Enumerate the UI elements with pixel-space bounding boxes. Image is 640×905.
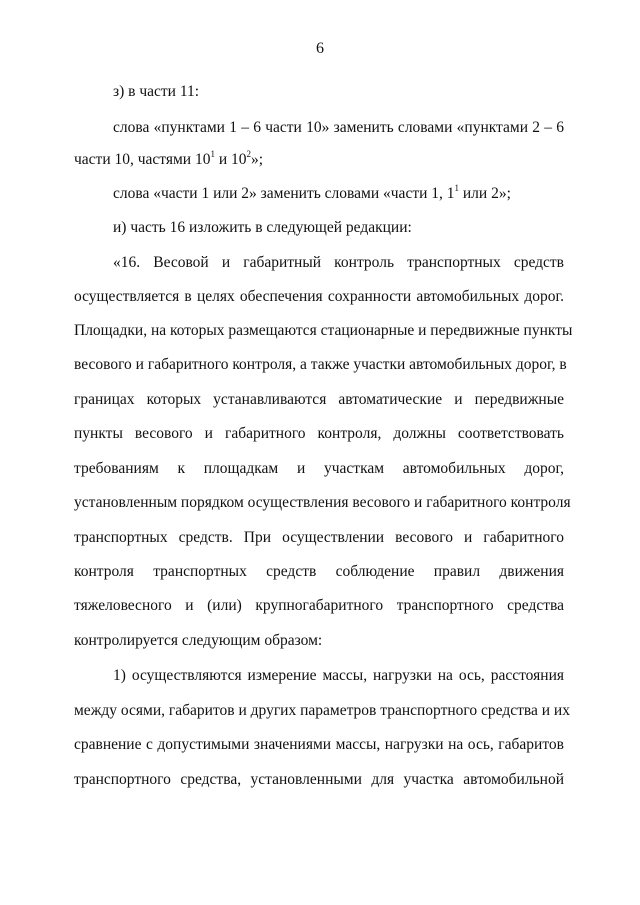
superscript: 1: [210, 149, 215, 159]
text-line: установленным порядком осуществления весового и габаритного контроля: [74, 494, 571, 511]
text-line: [74, 150, 564, 170]
superscript: 2: [246, 149, 252, 159]
text-line: Площадки, на которых размещаются стационарные и передвижные пункты: [74, 322, 573, 339]
text-line: и) часть 16 изложить в следующей редакции:: [113, 219, 412, 236]
text-line: 1) осуществляются измерение массы, нагрузки на ось, расстояния: [113, 667, 564, 684]
text-line: контроля транспортных средств соблюдение правил движения: [74, 563, 564, 580]
text-line: транспортных средств. При осуществлении весового и габаритного: [74, 529, 564, 546]
text-line: [113, 184, 564, 204]
text-line: контролируется следующим образом:: [74, 632, 323, 649]
text-line: «16. Весовой и габаритный контроль транспортных средств: [113, 254, 564, 271]
text-line: пункты весового и габаритного контроля, должны соответствовать: [74, 425, 564, 442]
text-fragment: »;: [251, 151, 264, 168]
text-fragment: и 10: [214, 151, 247, 168]
text-fragment: или 2»;: [459, 185, 511, 202]
text-line: тяжеловесного и (или) крупногабаритного транспортного средства: [74, 597, 564, 614]
text-line: весового и габаритного контроля, а также участки автомобильных дорог, в: [74, 356, 567, 373]
text-line: з) в части 11:: [113, 83, 200, 100]
text-line: требованиям к площадкам и участкам автомобильных дорог,: [74, 460, 564, 477]
superscript: 1: [454, 183, 460, 193]
text-line: слова «пунктами 1 – 6 части 10» заменить словами «пунктами 2 – 6: [113, 119, 564, 136]
page-number: 6: [316, 40, 324, 57]
text-line: сравнение с допустимыми значениями массы, нагрузки на ось, габаритов: [74, 736, 564, 753]
text-line: осуществляется в целях обеспечения сохранности автомобильных дорог.: [74, 288, 564, 305]
text-fragment: слова «части 1 или 2» заменить словами «части 1, 1: [113, 185, 455, 202]
text-line: между осями, габаритов и других параметров транспортного средства и их: [74, 702, 570, 719]
text-fragment: части 10, частями 10: [74, 151, 211, 168]
text-line: границах которых устанавливаются автоматические и передвижные: [74, 391, 564, 408]
text-line: транспортного средства, установленными для участка автомобильной: [74, 771, 564, 788]
